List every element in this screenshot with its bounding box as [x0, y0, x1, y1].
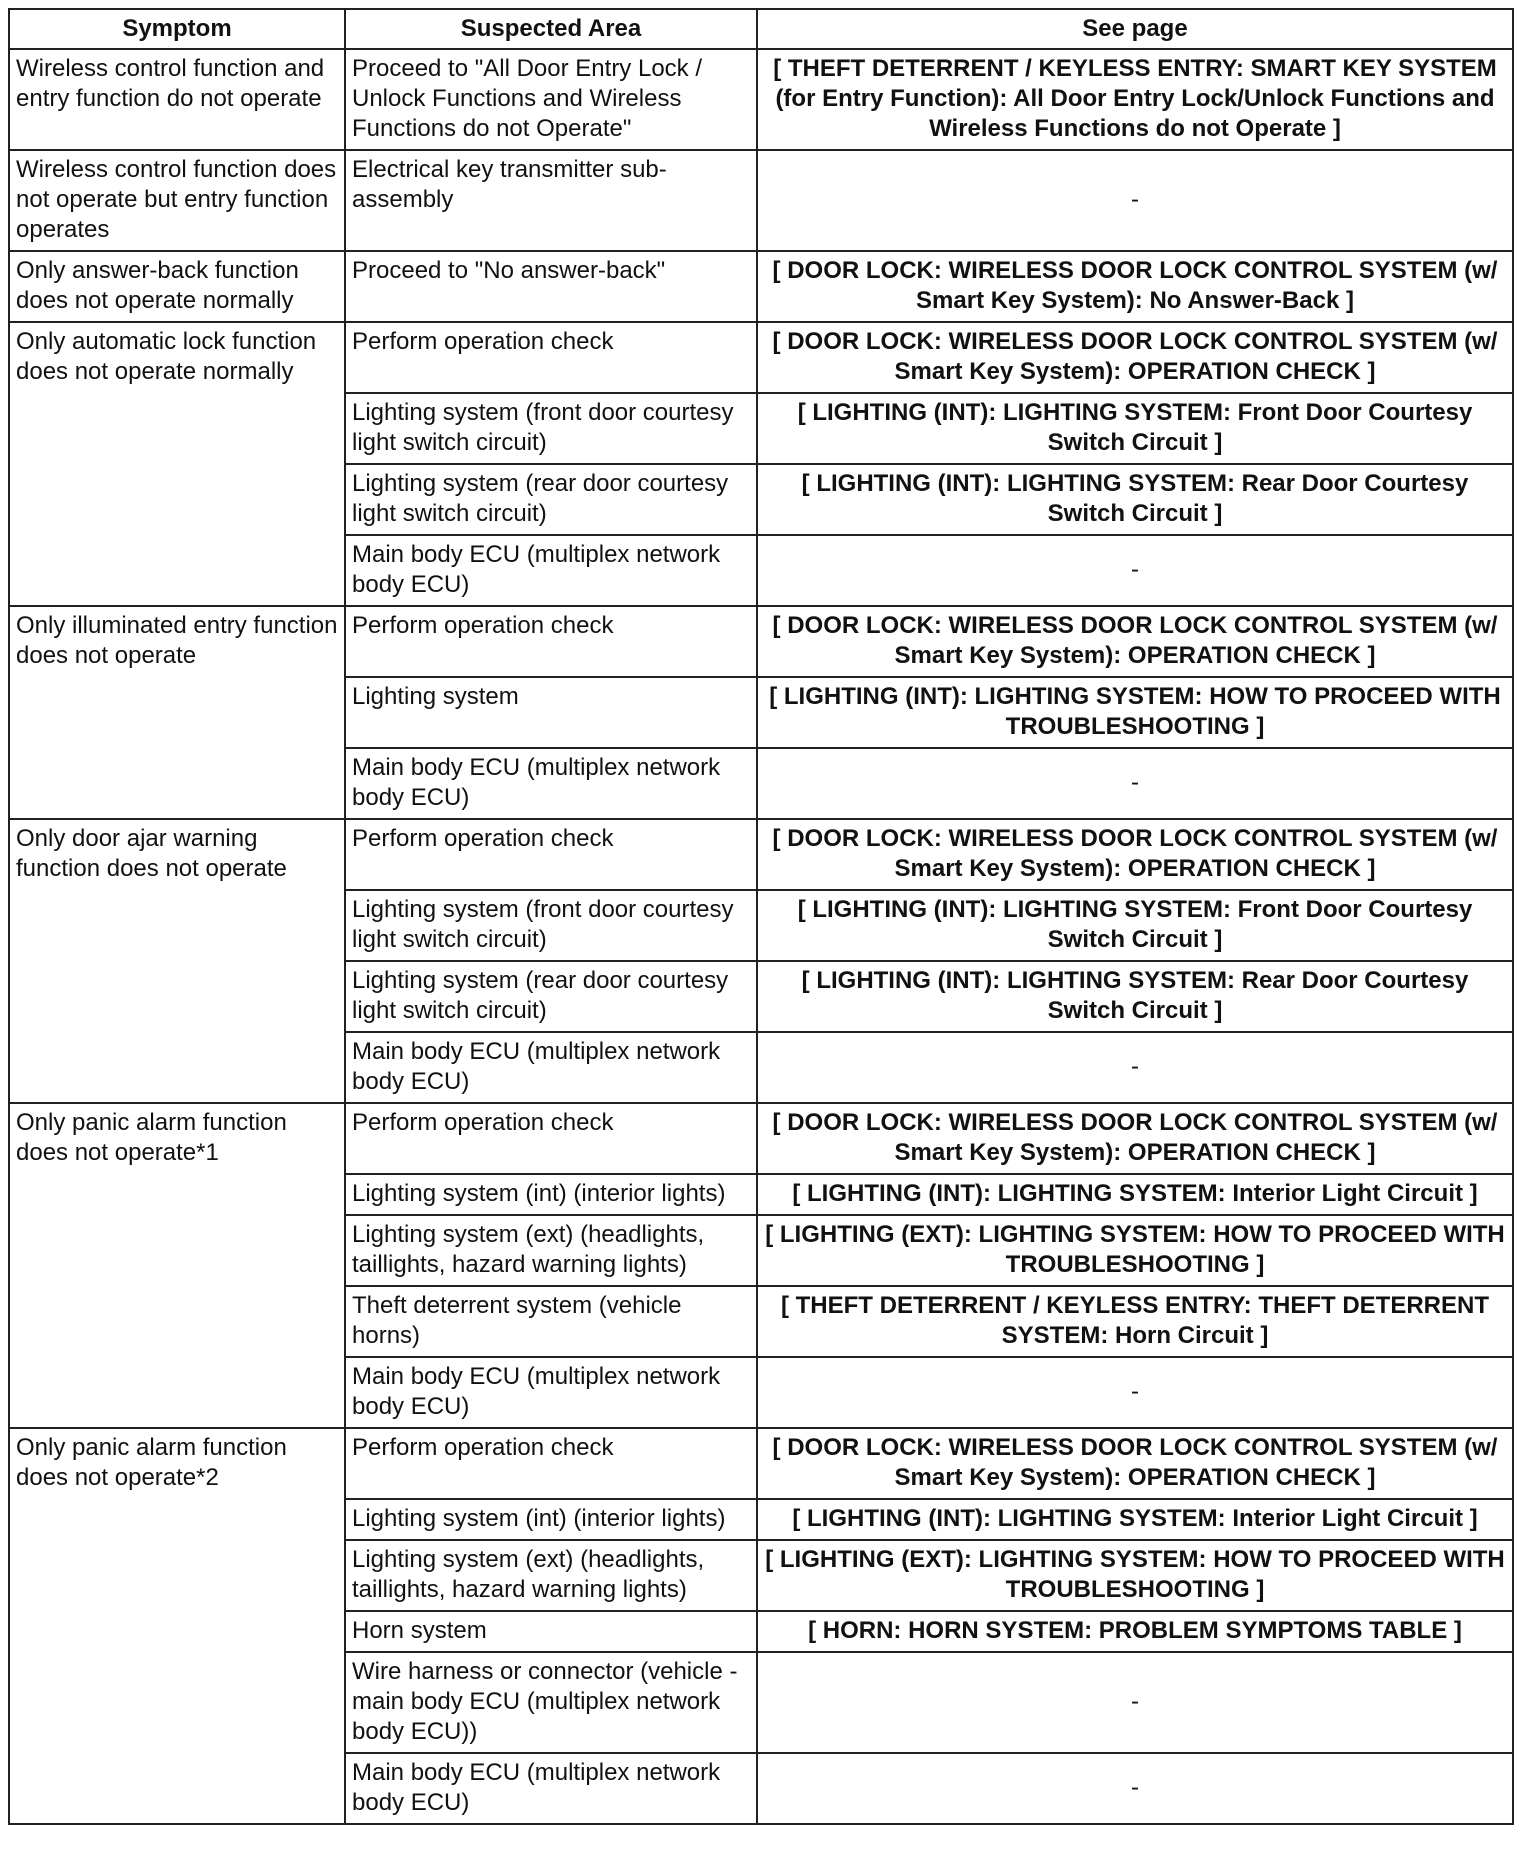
see-page-cell[interactable]: [ DOOR LOCK: WIRELESS DOOR LOCK CONTROL SYSTEM (w/ Smart Key System): OPERATION CHECK ]	[757, 1103, 1513, 1174]
suspected-area-cell: Main body ECU (multiplex network body ECU)	[345, 535, 757, 606]
suspected-area-cell: Perform operation check	[345, 1428, 757, 1499]
problem-symptoms-table-container	[8, 8, 1514, 1825]
suspected-area-cell: Proceed to "No answer-back"	[345, 251, 757, 322]
see-page-cell[interactable]: [ THEFT DETERRENT / KEYLESS ENTRY: SMART KEY SYSTEM (for Entry Function): All Door Entry Lock/Unlock Functions and Wireless Functions do not Operate ]	[757, 49, 1513, 150]
see-page-cell: -	[757, 1753, 1513, 1824]
table-row	[9, 150, 1513, 251]
see-page-cell[interactable]: [ LIGHTING (INT): LIGHTING SYSTEM: HOW TO PROCEED WITH TROUBLESHOOTING ]	[757, 677, 1513, 748]
table-body	[9, 49, 1513, 1824]
suspected-area-cell: Main body ECU (multiplex network body ECU)	[345, 748, 757, 819]
see-page-cell: -	[757, 535, 1513, 606]
header-see-page: See page	[757, 9, 1513, 49]
see-page-cell[interactable]: [ LIGHTING (INT): LIGHTING SYSTEM: Front Door Courtesy Switch Circuit ]	[757, 393, 1513, 464]
suspected-area-cell: Lighting system (ext) (headlights, taillights, hazard warning lights)	[345, 1215, 757, 1286]
see-page-cell: -	[757, 1652, 1513, 1753]
see-page-cell[interactable]: [ LIGHTING (INT): LIGHTING SYSTEM: Front Door Courtesy Switch Circuit ]	[757, 890, 1513, 961]
suspected-area-cell: Lighting system (rear door courtesy light switch circuit)	[345, 961, 757, 1032]
suspected-area-cell: Theft deterrent system (vehicle horns)	[345, 1286, 757, 1357]
see-page-cell[interactable]: [ HORN: HORN SYSTEM: PROBLEM SYMPTOMS TABLE ]	[757, 1611, 1513, 1652]
see-page-cell[interactable]: [ LIGHTING (INT): LIGHTING SYSTEM: Interior Light Circuit ]	[757, 1174, 1513, 1215]
suspected-area-cell: Electrical key transmitter sub-assembly	[345, 150, 757, 251]
suspected-area-cell: Perform operation check	[345, 322, 757, 393]
suspected-area-cell: Lighting system (int) (interior lights)	[345, 1174, 757, 1215]
symptom-cell: Wireless control function and entry function do not operate	[9, 49, 345, 150]
table-row	[9, 251, 1513, 322]
symptom-cell: Only automatic lock function does not operate normally	[9, 322, 345, 606]
header-suspected-area: Suspected Area	[345, 9, 757, 49]
header-symptom: Symptom	[9, 9, 345, 49]
suspected-area-cell: Perform operation check	[345, 606, 757, 677]
symptom-cell: Only answer-back function does not operate normally	[9, 251, 345, 322]
suspected-area-cell: Lighting system (rear door courtesy light switch circuit)	[345, 464, 757, 535]
suspected-area-cell: Wire harness or connector (vehicle - main body ECU (multiplex network body ECU))	[345, 1652, 757, 1753]
table-row	[9, 1428, 1513, 1499]
table-row	[9, 322, 1513, 393]
see-page-cell: -	[757, 748, 1513, 819]
suspected-area-cell: Lighting system (front door courtesy light switch circuit)	[345, 393, 757, 464]
symptom-cell: Only illuminated entry function does not operate	[9, 606, 345, 819]
suspected-area-cell: Proceed to "All Door Entry Lock / Unlock Functions and Wireless Functions do not Operate"	[345, 49, 757, 150]
table-row	[9, 1103, 1513, 1174]
suspected-area-cell: Lighting system	[345, 677, 757, 748]
see-page-cell: -	[757, 1357, 1513, 1428]
table-row	[9, 606, 1513, 677]
suspected-area-cell: Horn system	[345, 1611, 757, 1652]
suspected-area-cell: Main body ECU (multiplex network body ECU)	[345, 1357, 757, 1428]
see-page-cell[interactable]: [ LIGHTING (EXT): LIGHTING SYSTEM: HOW TO PROCEED WITH TROUBLESHOOTING ]	[757, 1540, 1513, 1611]
see-page-cell[interactable]: [ LIGHTING (EXT): LIGHTING SYSTEM: HOW TO PROCEED WITH TROUBLESHOOTING ]	[757, 1215, 1513, 1286]
see-page-cell[interactable]: [ DOOR LOCK: WIRELESS DOOR LOCK CONTROL SYSTEM (w/ Smart Key System): OPERATION CHECK ]	[757, 322, 1513, 393]
suspected-area-cell: Main body ECU (multiplex network body ECU)	[345, 1032, 757, 1103]
suspected-area-cell: Lighting system (front door courtesy light switch circuit)	[345, 890, 757, 961]
symptom-cell: Only door ajar warning function does not operate	[9, 819, 345, 1103]
symptom-cell: Wireless control function does not operate but entry function operates	[9, 150, 345, 251]
suspected-area-cell: Lighting system (ext) (headlights, taillights, hazard warning lights)	[345, 1540, 757, 1611]
suspected-area-cell: Lighting system (int) (interior lights)	[345, 1499, 757, 1540]
table-row	[9, 49, 1513, 150]
suspected-area-cell: Perform operation check	[345, 819, 757, 890]
suspected-area-cell: Perform operation check	[345, 1103, 757, 1174]
table-row	[9, 819, 1513, 890]
symptom-cell: Only panic alarm function does not operate*1	[9, 1103, 345, 1428]
problem-symptoms-table	[8, 8, 1514, 1825]
see-page-cell[interactable]: [ DOOR LOCK: WIRELESS DOOR LOCK CONTROL SYSTEM (w/ Smart Key System): OPERATION CHECK ]	[757, 819, 1513, 890]
see-page-cell[interactable]: [ DOOR LOCK: WIRELESS DOOR LOCK CONTROL SYSTEM (w/ Smart Key System): No Answer-Back ]	[757, 251, 1513, 322]
suspected-area-cell: Main body ECU (multiplex network body ECU)	[345, 1753, 757, 1824]
see-page-cell: -	[757, 1032, 1513, 1103]
see-page-cell[interactable]: [ DOOR LOCK: WIRELESS DOOR LOCK CONTROL SYSTEM (w/ Smart Key System): OPERATION CHECK ]	[757, 1428, 1513, 1499]
see-page-cell: -	[757, 150, 1513, 251]
symptom-cell: Only panic alarm function does not operate*2	[9, 1428, 345, 1824]
see-page-cell[interactable]: [ THEFT DETERRENT / KEYLESS ENTRY: THEFT DETERRENT SYSTEM: Horn Circuit ]	[757, 1286, 1513, 1357]
see-page-cell[interactable]: [ LIGHTING (INT): LIGHTING SYSTEM: Rear Door Courtesy Switch Circuit ]	[757, 464, 1513, 535]
see-page-cell[interactable]: [ DOOR LOCK: WIRELESS DOOR LOCK CONTROL SYSTEM (w/ Smart Key System): OPERATION CHECK ]	[757, 606, 1513, 677]
see-page-cell[interactable]: [ LIGHTING (INT): LIGHTING SYSTEM: Interior Light Circuit ]	[757, 1499, 1513, 1540]
table-header-row	[9, 9, 1513, 49]
see-page-cell[interactable]: [ LIGHTING (INT): LIGHTING SYSTEM: Rear Door Courtesy Switch Circuit ]	[757, 961, 1513, 1032]
